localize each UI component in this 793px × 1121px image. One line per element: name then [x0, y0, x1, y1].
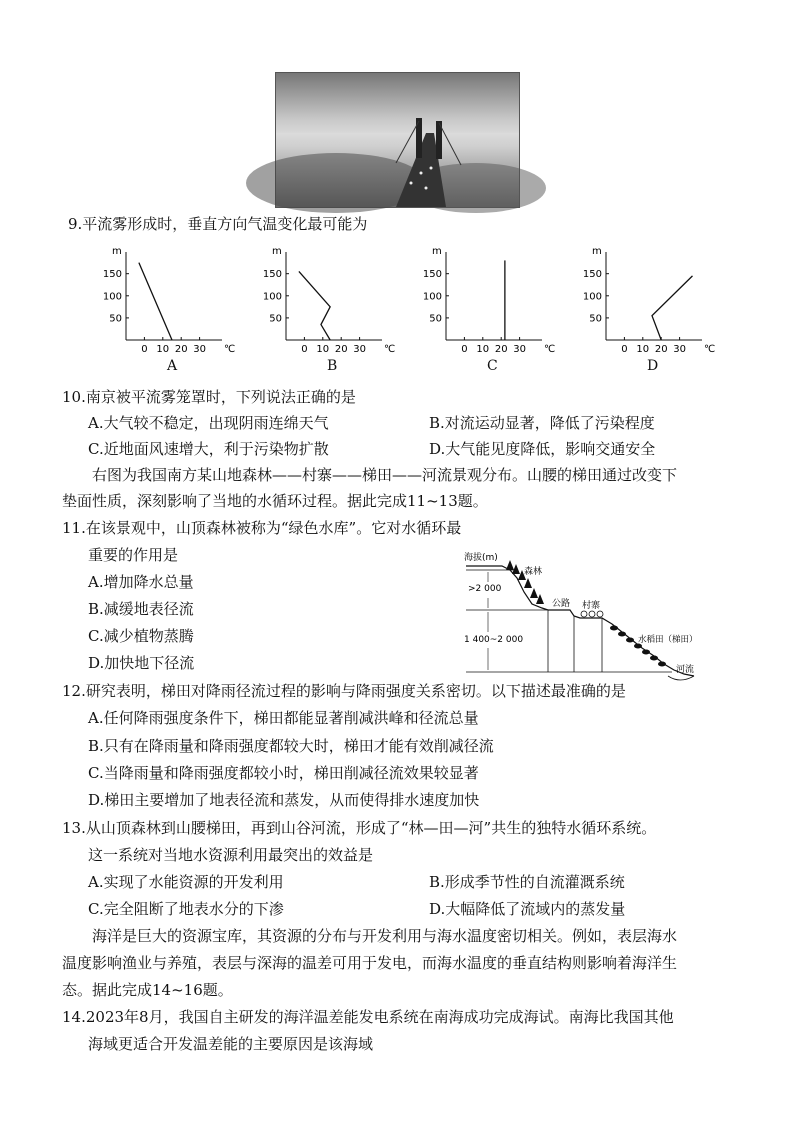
q9-chart-d: [578, 244, 716, 355]
x-tick-label: 10: [156, 344, 170, 355]
diagram-village: 村寨: [582, 601, 601, 611]
q12-option-d[interactable]: D.梯田主要增加了地表径流和蒸发，从而使得排水速度加快: [88, 791, 480, 809]
q14-stem-line1: 14.2023年8月，我国自主研发的海洋温差能发电系统在南海成功完成海试。南海比我国其他: [62, 1008, 674, 1026]
q9-stem: 9.平流雾形成时，垂直方向气温变化最可能为: [68, 215, 368, 233]
q13-option-b[interactable]: B.形成季节性的自流灌溉系统: [429, 873, 625, 891]
x-unit-label: ℃: [704, 344, 716, 355]
x-tick-label: 30: [513, 344, 526, 355]
q13-option-d[interactable]: D.大幅降低了流域内的蒸发量: [429, 900, 626, 918]
q13-option-a[interactable]: A.实现了水能资源的开发利用: [88, 873, 284, 891]
q10-option-a[interactable]: A.大气较不稳定，出现阴雨连绵天气: [88, 414, 329, 432]
q13-stem-line2: 这一系统对当地水资源利用最突出的效益是: [88, 846, 374, 864]
q11-stem-line1: 11.在该景观中，山顶森林被称为“绿色水库”。它对水循环最: [62, 519, 462, 537]
diagram-forest: 森林: [524, 567, 543, 577]
x-unit-label: ℃: [224, 344, 236, 355]
q14-stem-line2: 海域更适合开发温差能的主要原因是该海域: [88, 1035, 374, 1053]
x-tick-label: 20: [174, 344, 188, 355]
q11-option-b[interactable]: B.减缓地表径流: [88, 600, 194, 618]
q11-stem-line2: 重要的作用是: [88, 546, 179, 564]
x-tick-label: 20: [334, 344, 348, 355]
q10-option-d[interactable]: D.大气能见度降低，影响交通安全: [429, 440, 656, 458]
y-tick-label: 150: [262, 269, 282, 281]
q9-option-label-d[interactable]: D: [647, 358, 659, 374]
y-tick-label: 50: [589, 313, 602, 325]
x-tick-label: 10: [476, 344, 490, 355]
x-tick-label: 30: [193, 344, 206, 355]
diagram-y-label: 海拔(m): [464, 553, 498, 563]
q11-option-d[interactable]: D.加快地下径流: [88, 654, 195, 672]
x-tick-label: 0: [621, 344, 628, 355]
y-tick-label: 100: [262, 291, 282, 303]
q9-option-label-a[interactable]: A: [167, 358, 178, 374]
q9-option-label-b[interactable]: B: [327, 358, 338, 374]
q9-chart-c: [418, 244, 556, 355]
intro2-line2: 垫面性质，深刻影响了当地的水循环过程。据此完成11~13题。: [62, 492, 488, 510]
fog-bridge-photo: [275, 72, 520, 208]
y-unit-label: m: [432, 246, 442, 257]
intro3-line2: 温度影响渔业与养殖，表层与深海的温差可用于发电，而海水温度的垂直结构则影响着海洋生: [62, 954, 678, 972]
diagram-level-mid: 1 400~2 000: [464, 635, 524, 645]
q13-stem-line1: 13.从山顶森林到山腰梯田，再到山谷河流，形成了“林—田—河”共生的独特水循环系统。: [62, 819, 657, 837]
diagram-terrace: 水稻田（梯田）: [638, 635, 698, 645]
x-unit-label: ℃: [544, 344, 556, 355]
y-unit-label: m: [592, 246, 602, 257]
diagram-river: 河流: [676, 665, 695, 675]
x-tick-label: 30: [353, 344, 366, 355]
y-tick-label: 50: [109, 313, 122, 325]
intro3-line3: 态。据此完成14~16题。: [62, 981, 233, 999]
diagram-road: 公路: [552, 599, 571, 609]
y-unit-label: m: [272, 246, 282, 257]
q12-stem: 12.研究表明，梯田对降雨径流过程的影响与降雨强度关系密切。以下描述最准确的是: [62, 682, 626, 700]
x-tick-label: 0: [301, 344, 308, 355]
q10-option-b[interactable]: B.对流运动显著，降低了污染程度: [429, 414, 655, 432]
q12-option-b[interactable]: B.只有在降雨量和降雨强度都较大时，梯田才能有效削减径流: [88, 737, 494, 755]
x-tick-label: 0: [141, 344, 148, 355]
x-tick-label: 0: [461, 344, 468, 355]
x-tick-label: 10: [316, 344, 330, 355]
q9-chart-a: [98, 244, 236, 355]
x-tick-label: 20: [494, 344, 508, 355]
y-tick-label: 150: [422, 269, 442, 281]
temperature-profile-line: [652, 276, 692, 340]
y-tick-label: 50: [269, 313, 282, 325]
y-tick-label: 50: [429, 313, 442, 325]
y-tick-label: 100: [102, 291, 122, 303]
q11-option-c[interactable]: C.减少植物蒸腾: [88, 627, 194, 645]
y-unit-label: m: [112, 246, 122, 257]
intro2-line1: 右图为我国南方某山地森林——村寨——梯田——河流景观分布。山腰的梯田通过改变下: [92, 466, 678, 484]
temperature-profile-line: [139, 263, 172, 340]
q10-option-c[interactable]: C.近地面风速增大，利于污染物扩散: [88, 440, 329, 458]
x-unit-label: ℃: [384, 344, 396, 355]
temperature-profile-line: [299, 271, 330, 340]
x-tick-label: 10: [636, 344, 650, 355]
q12-option-c[interactable]: C.当降雨量和降雨强度都较小时，梯田削减径流效果较显著: [88, 764, 479, 782]
q12-option-a[interactable]: A.任何降雨强度条件下，梯田都能显著削减洪峰和径流总量: [88, 709, 479, 727]
q13-option-c[interactable]: C.完全阻断了地表水分的下渗: [88, 900, 284, 918]
y-tick-label: 100: [582, 291, 602, 303]
intro3-line1: 海洋是巨大的资源宝库，其资源的分布与开发利用与海水温度密切相关。例如，表层海水: [92, 927, 678, 945]
diagram-level-high: >2 000: [468, 584, 502, 594]
y-tick-label: 150: [102, 269, 122, 281]
q9-chart-b: [258, 244, 396, 355]
x-tick-label: 20: [654, 344, 668, 355]
q9-option-label-c[interactable]: C: [487, 358, 498, 374]
q11-option-a[interactable]: A.增加降水总量: [88, 573, 194, 591]
y-tick-label: 150: [582, 269, 602, 281]
q10-stem: 10.南京被平流雾笼罩时，下列说法正确的是: [62, 388, 356, 406]
landscape-diagram: [462, 548, 702, 686]
y-tick-label: 100: [422, 291, 442, 303]
x-tick-label: 30: [673, 344, 686, 355]
